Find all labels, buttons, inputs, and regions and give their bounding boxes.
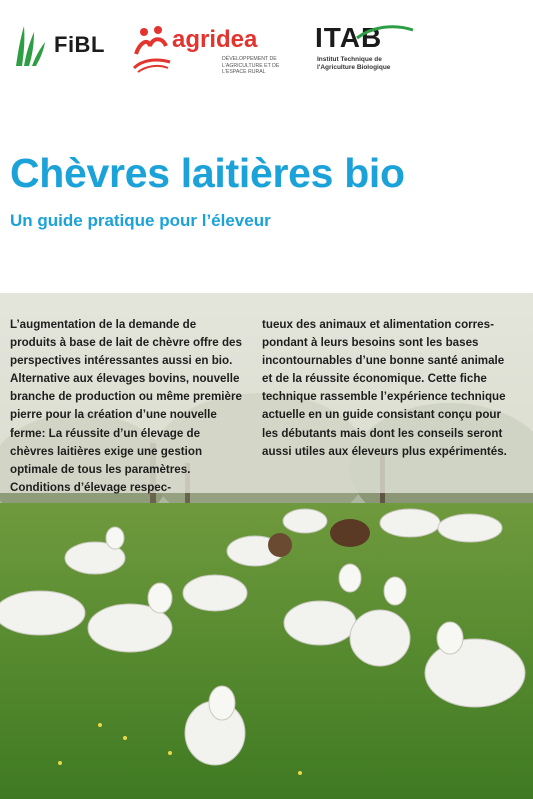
itab-wordmark: ITAB <box>315 22 383 53</box>
page-subtitle: Un guide pratique pour l’éleveur <box>10 211 271 230</box>
itab-swoosh-icon <box>355 24 415 40</box>
fibl-wordmark: FiBL <box>54 32 105 57</box>
fibl-leaf-icon <box>12 22 52 70</box>
agridea-tagline: DÉVELOPPEMENT DE L'AGRICULTURE ET DE L'ESPACE RURAL <box>222 56 280 75</box>
agridea-figures-icon <box>132 24 172 74</box>
itab-logo <box>315 22 425 82</box>
itab-tagline: Institut Technique de l'Agriculture Biologique <box>317 56 391 71</box>
logo-header <box>0 0 533 95</box>
intro-column-2: tueux des animaux et alimentation correspondant à leurs besoins sont les bases incontournables d’une bonne santé animale et de la réussite économique. Cette fiche technique rassemble l’expérience technique actuelle en un guide consistant conçu pour les débutants mais dont les conseils seront aussi utiles aux éleveurs plus expérimentés. <box>262 318 507 458</box>
fibl-logo <box>12 22 112 70</box>
agridea-wordmark: agridea <box>172 26 258 53</box>
intro-column-1: L’augmentation de la demande de produits à base de lait de chèvre offre des perspectives intéressantes aussi en bio. Alternative aux élevages bovins, nouvelle branche de production ou même première pierre pour la création d’une nouvelle ferme: La réussite d’un élevage de chèvres laitières exige une gestion optimale de tous les paramètres. Conditions d’élevage respec- <box>10 318 242 494</box>
agridea-logo <box>132 24 292 78</box>
page-title: Chèvres laitières bio <box>10 150 405 196</box>
